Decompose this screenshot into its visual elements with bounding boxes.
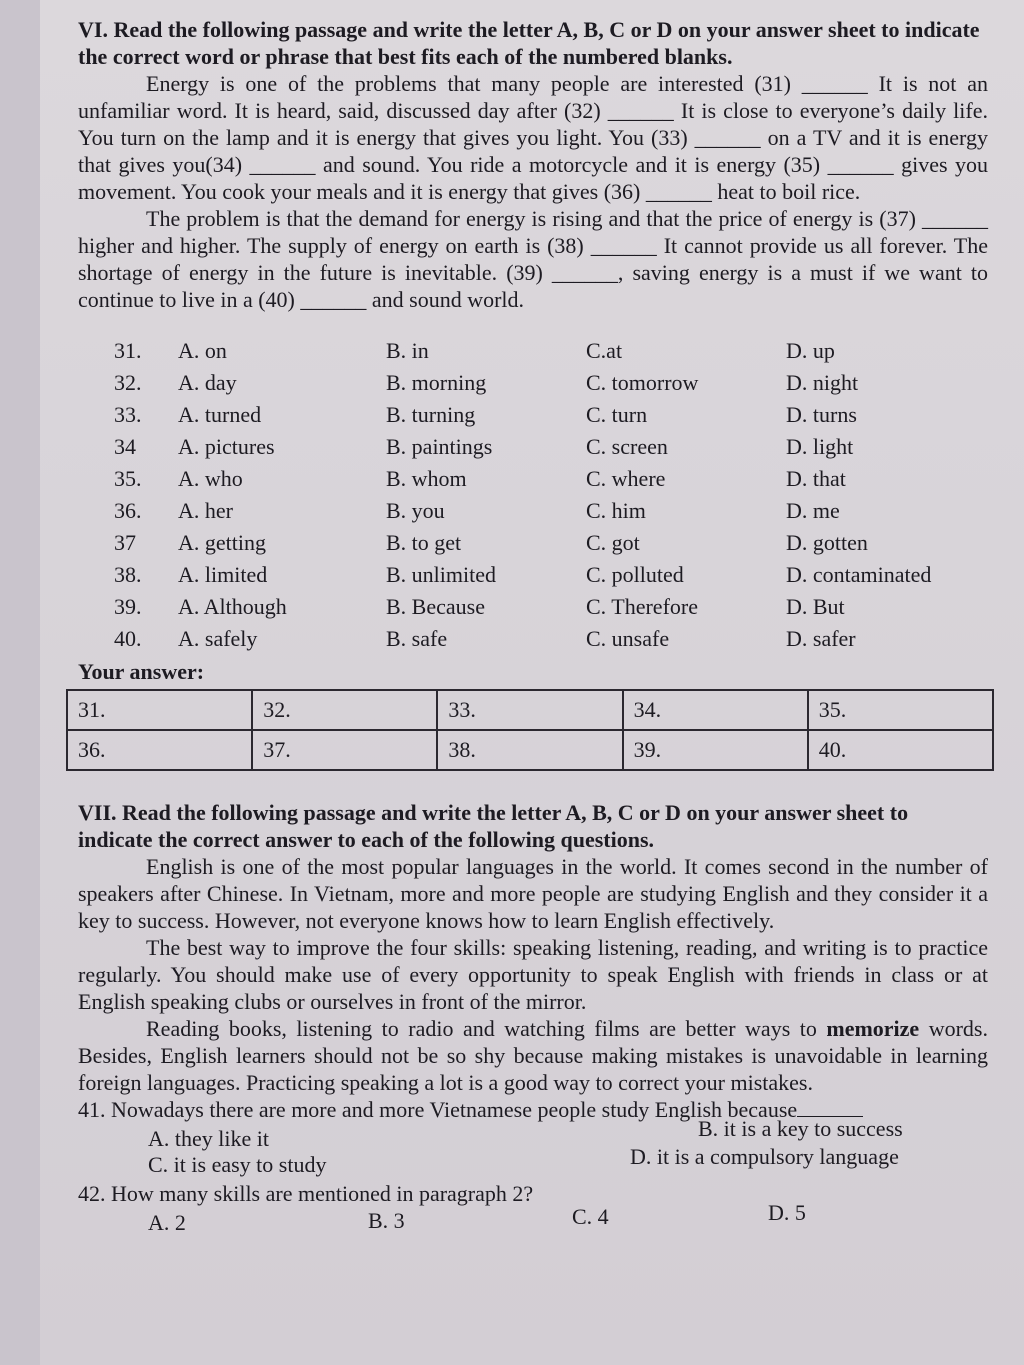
option-a: A. her [178,498,233,523]
option-a: A. day [178,370,237,395]
option-b: B. you [386,498,445,523]
question-42-options [78,1200,988,1240]
paragraph-3-start: Reading books, listening to radio and watching films are better ways to [146,1016,827,1041]
option-a: A. limited [178,562,268,587]
option-a: A. getting [178,530,266,555]
option-d: D. night [786,370,859,395]
option-b: B. turning [386,402,476,427]
option-b: B. Because [386,594,485,619]
question-number: 38. [114,562,142,587]
option-a: A. Although [178,594,287,619]
question-number: 33. [114,402,142,427]
question-number: 40. [114,626,142,651]
option-b: B. morning [386,370,487,395]
question-number: 39. [114,594,142,619]
option-row [78,591,988,623]
section6-paragraph-1: Energy is one of the problems that many people are interested (31) ______ It is not an unfamiliar word. It is heard, said, discussed day after (32) ______ It is close to everyone’s daily life. You turn on the lamp and it is energy that gives you light. You (33) ______ on a TV and it is energy that gives you(34) ______ and sound. You ride a motorcycle and it is energy (35) ______ gives you movement. You cook your meals and it is energy that gives (36) ______ heat to boil rice. [78,71,988,204]
option-d: D. contaminated [786,562,932,587]
option-d: D. turns [786,402,857,427]
option-c: C. polluted [586,562,684,587]
section7-paragraph-3 [78,1015,988,1096]
question-41-text: 41. Nowadays there are more and more Vietnamese people study English because [78,1097,798,1122]
answer-label: Your answer: [78,659,205,684]
option-row [78,559,988,591]
option-b: B. to get [386,530,462,555]
option-c: C. got [586,530,640,555]
q42-option-b: B. 3 [368,1208,405,1233]
exam-content [78,16,988,1240]
option-c: C. Therefore [586,594,698,619]
answer-cell-40[interactable]: 40. [808,730,993,770]
answer-table [66,689,994,771]
option-d: D. me [786,498,840,523]
option-b: B. safe [386,626,448,651]
question-number: 37 [114,530,136,555]
option-row [78,623,988,655]
section6-heading: VI. Read the following passage and write the letter A, B, C or D on your answer sheet to indicate the correct word or phrase that best fits each of the numbered blanks. [78,17,980,69]
option-row [78,463,988,495]
section7 [78,799,988,1240]
option-c: C. turn [586,402,648,427]
option-d: D. that [786,466,846,491]
section6-paragraph-2: The problem is that the demand for energy is rising and that the price of energy is (37) ______ higher and higher. The supply of energy on earth is (38) ______ It cannot provide us all forever. The shortage of energy in the future is inevitable. (39) ______, saving energy is a must if we want to continue to live in a (40) ______ and sound world. [78,206,988,312]
paragraph-3-end: words. Besides, English learners should not be so shy because making mistakes is unavoidable in learning foreign languages. Practicing speaking a lot is a good way to correct your mistakes. [78,1016,988,1095]
option-c: C. where [586,466,666,491]
q42-option-c: C. 4 [572,1204,609,1229]
question-42: 42. How many skills are mentioned in paragraph 2? [78,1181,534,1206]
question-number: 35. [114,466,142,491]
option-c: C. screen [586,434,668,459]
answer-blank [797,1096,863,1117]
answer-row [67,690,993,730]
option-row [78,527,988,559]
option-row [78,495,988,527]
option-d: D. safer [786,626,856,651]
section7-paragraph-2: The best way to improve the four skills: speaking listening, reading, and writing is to practice regularly. You should make use of every opportunity to speak English with friends in class or at English speaking clubs or ourselves in front of the mirror. [78,935,988,1014]
answer-cell-37[interactable]: 37. [252,730,437,770]
q42-option-a: A. 2 [148,1210,186,1235]
option-row [78,399,988,431]
option-a: A. pictures [178,434,275,459]
option-b: B. unlimited [386,562,496,587]
question-41-options [78,1116,988,1180]
question-number: 32. [114,370,142,395]
answer-cell-35[interactable]: 35. [808,690,993,730]
option-a: A. turned [178,402,262,427]
question-number: 34 [114,434,136,459]
q41-option-c: C. it is easy to study [148,1152,327,1177]
option-c: C. unsafe [586,626,670,651]
option-b: B. in [386,338,429,363]
option-row [78,431,988,463]
option-d: D. up [786,338,835,363]
question-number: 31. [114,338,142,363]
q41-option-d: D. it is a compulsory language [630,1144,899,1169]
option-a: A. safely [178,626,258,651]
option-a: A. on [178,338,227,363]
answer-cell-34[interactable]: 34. [623,690,808,730]
option-b: B. whom [386,466,467,491]
answer-cell-33[interactable]: 33. [437,690,622,730]
option-b: B. paintings [386,434,493,459]
option-c: C. tomorrow [586,370,699,395]
options-list [78,335,988,655]
answer-cell-39[interactable]: 39. [623,730,808,770]
bold-word-memorize: memorize [826,1016,920,1041]
answer-cell-36[interactable]: 36. [67,730,252,770]
option-row [78,367,988,399]
section7-heading: VII. Read the following passage and write the letter A, B, C or D on your answer sheet to indicate the correct answer to each of the following questions. [78,800,909,852]
question-number: 36. [114,498,142,523]
option-d: D. But [786,594,845,619]
option-d: D. light [786,434,854,459]
q41-option-a: A. they like it [148,1126,269,1151]
answer-cell-38[interactable]: 38. [437,730,622,770]
option-c: C.at [586,338,623,363]
section7-paragraph-1: English is one of the most popular languages in the world. It comes second in the number of speakers after Chinese. In Vietnam, more and more people are studying English and they consider it a key to success. However, not everyone knows how to learn English effectively. [78,854,988,933]
answer-row [67,730,993,770]
answer-cell-31[interactable]: 31. [67,690,252,730]
option-row [78,335,988,367]
option-c: C. him [586,498,646,523]
exam-sheet [40,0,1024,1365]
answer-cell-32[interactable]: 32. [252,690,437,730]
option-d: D. gotten [786,530,868,555]
q41-option-b: B. it is a key to success [698,1116,903,1141]
option-a: A. who [178,466,243,491]
q42-option-d: D. 5 [768,1200,806,1225]
